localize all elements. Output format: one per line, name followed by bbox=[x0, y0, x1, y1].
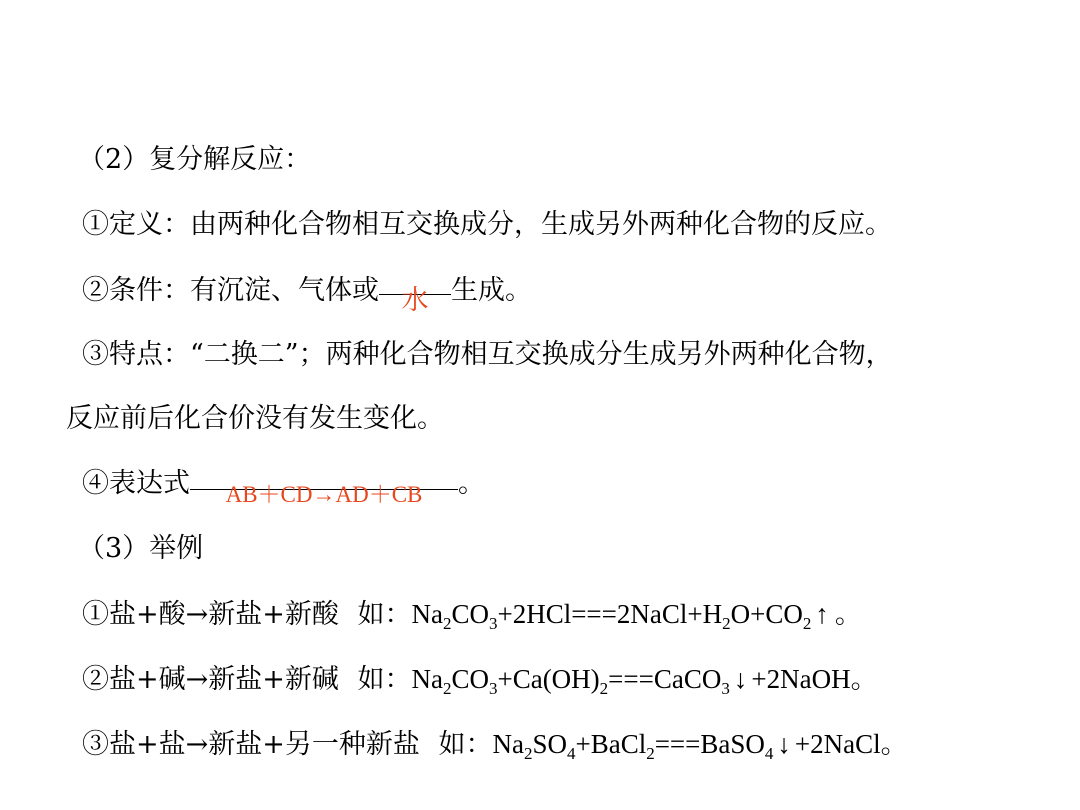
eq-text: Na bbox=[492, 729, 524, 759]
definition-line bbox=[82, 207, 892, 243]
example-2-rule: ②盐+碱→新盐+新碱 bbox=[82, 664, 339, 695]
example-1-equation bbox=[411, 599, 862, 633]
feature-text-1: ③特点：“二换二”；两种化合物相互交换成分生成另外两种化合物， bbox=[82, 339, 893, 370]
expression-blank bbox=[190, 467, 458, 507]
expression-answer: AB＋CD→AD＋CB bbox=[225, 482, 423, 507]
condition-prefix: ②条件：有沉淀、气体或 bbox=[82, 275, 379, 306]
condition-answer: 水 bbox=[401, 285, 429, 315]
eq-text: CO bbox=[451, 664, 489, 694]
eq-subscript: 2 bbox=[523, 744, 533, 763]
example-1-rule: ①盐+酸→新盐+新酸 bbox=[82, 599, 339, 630]
eq-text: SO bbox=[532, 729, 567, 759]
eq-text: +Ca(OH) bbox=[497, 664, 600, 694]
feature-line-1 bbox=[82, 337, 893, 373]
condition-suffix: 生成。 bbox=[451, 275, 532, 306]
eq-text: Na bbox=[411, 599, 443, 629]
eq-text: O+CO bbox=[730, 599, 803, 629]
eq-subscript: 2 bbox=[722, 614, 731, 633]
eq-subscript: 2 bbox=[802, 614, 812, 633]
precipitate-down-arrow-icon: ↓ bbox=[777, 729, 791, 759]
expression-suffix: 。 bbox=[458, 468, 485, 499]
section3-heading: （3）举例 bbox=[78, 533, 204, 564]
eq-text: +2HCl===2NaCl+H bbox=[497, 599, 723, 629]
eq-subscript: 4 bbox=[566, 744, 576, 763]
eq-subscript: 2 bbox=[442, 614, 452, 633]
eq-subscript: 4 bbox=[764, 744, 774, 763]
heading-examples bbox=[78, 531, 203, 567]
example-3-rule: ③盐+盐→新盐+另一种新盐 bbox=[82, 729, 420, 760]
expression-prefix: ④表达式 bbox=[82, 468, 190, 499]
condition-blank bbox=[379, 272, 451, 315]
gas-up-arrow-icon: ↑ bbox=[815, 599, 829, 629]
eq-text: +BaCl bbox=[575, 729, 647, 759]
example-2-equation bbox=[411, 664, 878, 698]
eq-subscript: 2 bbox=[599, 679, 609, 698]
eq-text: ===BaSO bbox=[654, 729, 765, 759]
eq-subscript: 3 bbox=[488, 614, 498, 633]
definition-text: ①定义：由两种化合物相互交换成分，生成另外两种化合物的反应。 bbox=[82, 209, 892, 240]
eq-subscript: 3 bbox=[488, 679, 498, 698]
example-3 bbox=[82, 726, 908, 763]
condition-line bbox=[82, 272, 532, 315]
example-1-lead: 如： bbox=[357, 599, 412, 630]
eq-subscript: 3 bbox=[721, 679, 730, 698]
eq-text: +2NaCl。 bbox=[794, 729, 908, 759]
example-2-lead: 如： bbox=[357, 664, 412, 695]
feature-line-2 bbox=[66, 401, 444, 437]
section2-heading: （2）复分解反应： bbox=[78, 144, 312, 175]
eq-text: Na bbox=[411, 664, 443, 694]
eq-text: CO bbox=[451, 599, 489, 629]
eq-text: +2NaOH。 bbox=[751, 664, 878, 694]
eq-text: 。 bbox=[834, 599, 862, 629]
eq-subscript: 2 bbox=[442, 679, 452, 698]
example-3-lead: 如： bbox=[438, 729, 493, 760]
expression-line bbox=[82, 466, 485, 507]
eq-subscript: 2 bbox=[646, 744, 655, 763]
example-1 bbox=[82, 596, 862, 633]
example-3-equation bbox=[492, 729, 908, 763]
precipitate-down-arrow-icon: ↓ bbox=[733, 664, 748, 694]
feature-text-2: 反应前后化合价没有发生变化。 bbox=[66, 403, 444, 434]
example-2 bbox=[82, 661, 878, 698]
heading-double-decomposition bbox=[78, 142, 311, 178]
eq-text: ===CaCO bbox=[608, 664, 722, 694]
